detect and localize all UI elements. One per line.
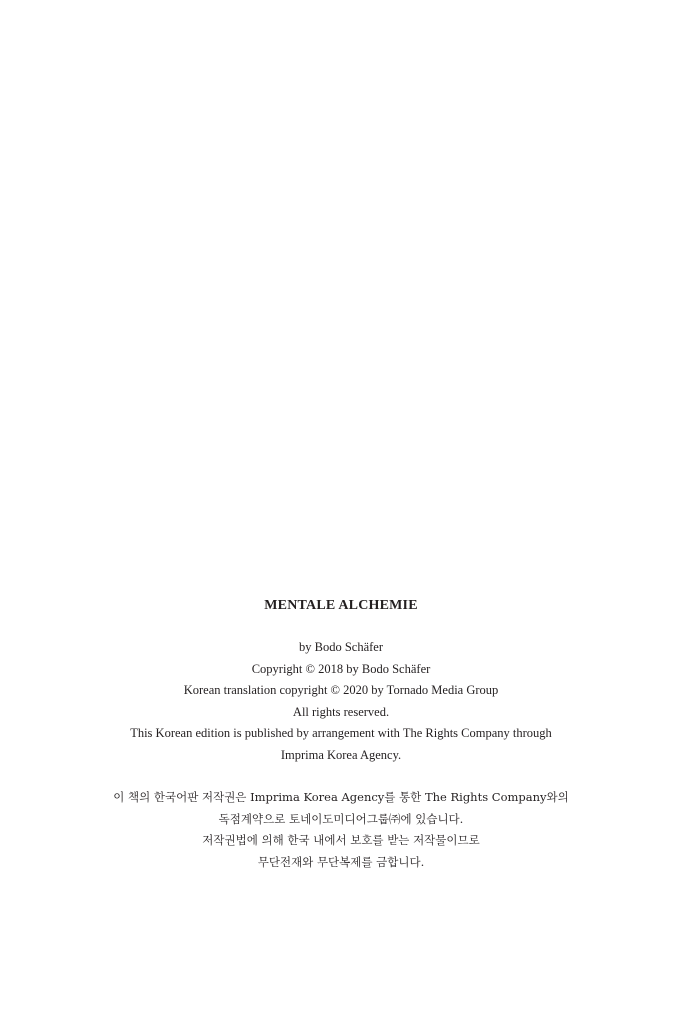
rights-reserved-line: All rights reserved. xyxy=(292,704,390,719)
korean-protection-line: 저작권법에 의해 한국 내에서 보호를 받는 저작물이므로 xyxy=(202,833,480,847)
arrangement-line: This Korean edition is published by arrangement with The Rights Company through xyxy=(130,726,552,740)
copyright-block xyxy=(0,597,682,873)
korean-rights-line: 이 책의 한국어판 저작권은 Imprima Korea Agency를 통한 The Rights Company와의 xyxy=(113,790,569,804)
translation-copyright-line: Korean translation copyright © 2020 by Tornado Media Group xyxy=(183,683,499,697)
korean-prohibition-line: 무단전재와 무단복제를 금합니다. xyxy=(257,854,425,869)
book-title: MENTALE ALCHEMIE xyxy=(264,598,418,613)
copyright-line: Copyright © 2018 by Bodo Schäfer xyxy=(251,661,431,676)
author-line: by Bodo Schäfer xyxy=(298,640,383,654)
section-spacer xyxy=(0,766,682,787)
korean-contract-line: 독점계약으로 토네이도미디어그룹㈜에 있습니다. xyxy=(218,811,464,826)
agency-line: Imprima Korea Agency. xyxy=(280,747,402,762)
